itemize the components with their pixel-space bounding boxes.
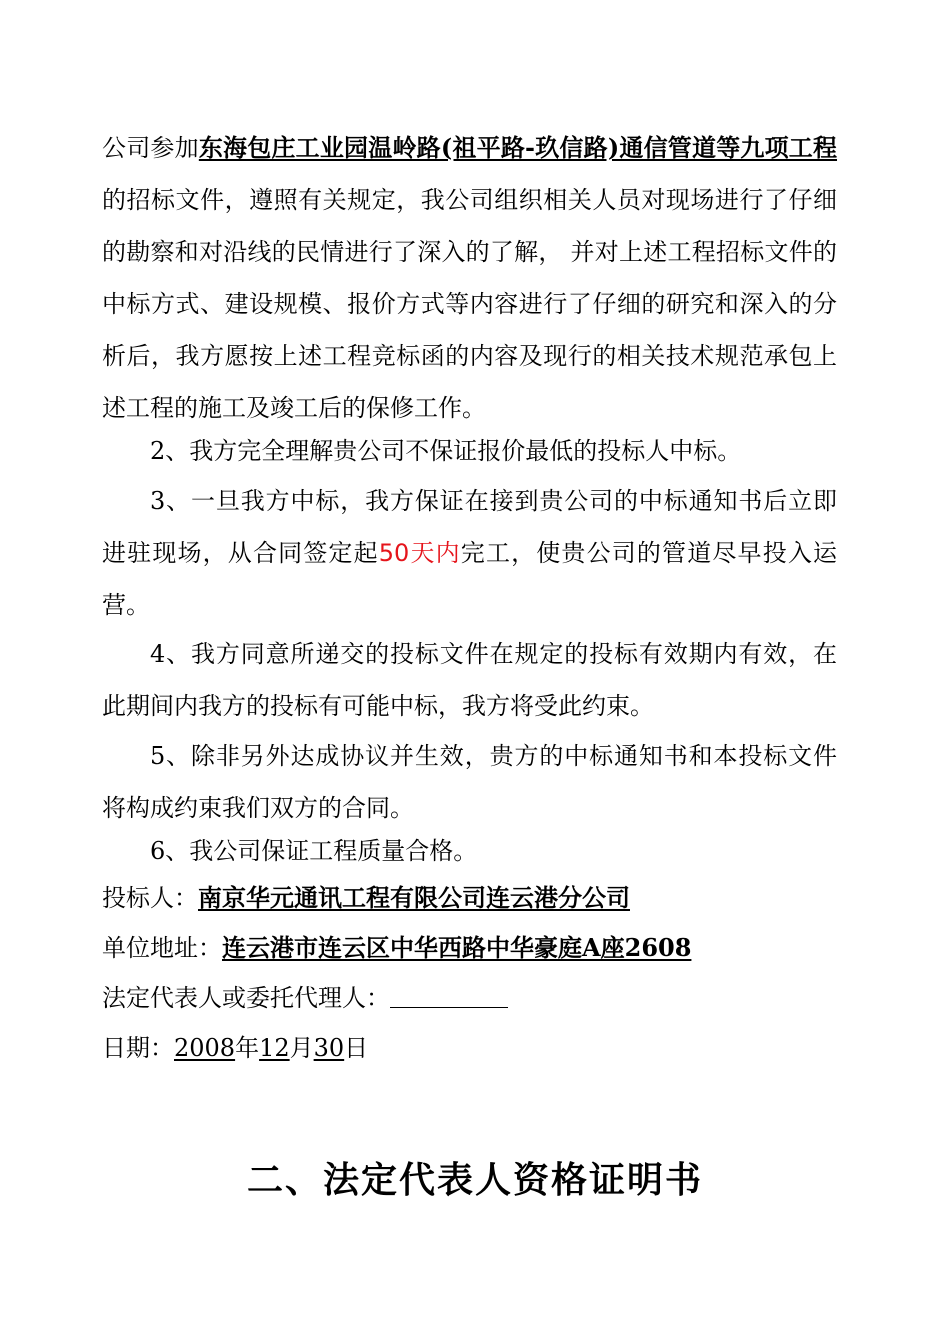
clause-5: 5、除非另外达成协议并生效，贵方的中标通知书和本投标文件将构成约束我们双方的合同。	[102, 742, 837, 822]
bidder-line	[102, 878, 630, 918]
intro-lead: 公司参加	[102, 134, 199, 162]
clause-3	[102, 475, 837, 631]
bidder-name: 南京华元通讯工程有限公司连云港分公司	[198, 883, 630, 912]
date-line	[102, 1028, 368, 1068]
clause-3-lead: 3、一旦我方中标，我方保证在接到贵公司的中标通知书后立即进驻现场，从合同签定起	[102, 487, 837, 567]
date-year-unit: 年	[235, 1034, 260, 1062]
clause-2: 2、我方完全理解贵公司不保证报价最低的投标人中标。	[150, 437, 742, 465]
date-month: 12	[259, 1034, 290, 1062]
project-name: 东海包庄工业园温岭路(祖平路-玖信路)通信管道等九项工程	[198, 133, 838, 162]
signature-blank	[390, 981, 508, 1008]
section-heading: 二、法定代表人资格证明书	[246, 1160, 703, 1201]
date-label: 日期：	[102, 1034, 174, 1062]
deadline-highlight: 50天内	[378, 539, 461, 567]
clause-4: 4、我方同意所递交的投标文件在规定的投标有效期内有效，在此期间内我方的投标有可能中标，我方将受此约束。	[102, 640, 837, 720]
representative-label: 法定代表人或委托代理人：	[102, 984, 390, 1012]
date-day-unit: 日	[344, 1034, 369, 1062]
date-day: 30	[313, 1034, 345, 1062]
paragraph-intro	[102, 122, 837, 434]
clause-6: 6、我公司保证工程质量合格。	[150, 837, 478, 865]
date-year: 2008	[174, 1034, 236, 1062]
address-label: 单位地址：	[102, 934, 222, 962]
representative-line	[102, 978, 508, 1018]
bidder-label: 投标人：	[102, 884, 198, 912]
address-line	[102, 928, 691, 968]
address-value: 连云港市连云区中华西路中华豪庭A座2608	[222, 933, 692, 962]
date-month-unit: 月	[289, 1034, 314, 1062]
intro-body: 的招标文件，遵照有关规定，我公司组织相关人员对现场进行了仔细的勘察和对沿线的民情进行了深入的了解， 并对上述工程招标文件的中标方式、建设规模、报价方式等内容进行了仔细的研究和深入的分析后，我方愿按上述工程竞标函的内容及现行的相关技术规范承包上述工程的施工及竣工后的保修工作。	[102, 186, 837, 422]
clause-3-tail: 完工，使贵公司的管道尽早投入运营。	[102, 539, 838, 619]
